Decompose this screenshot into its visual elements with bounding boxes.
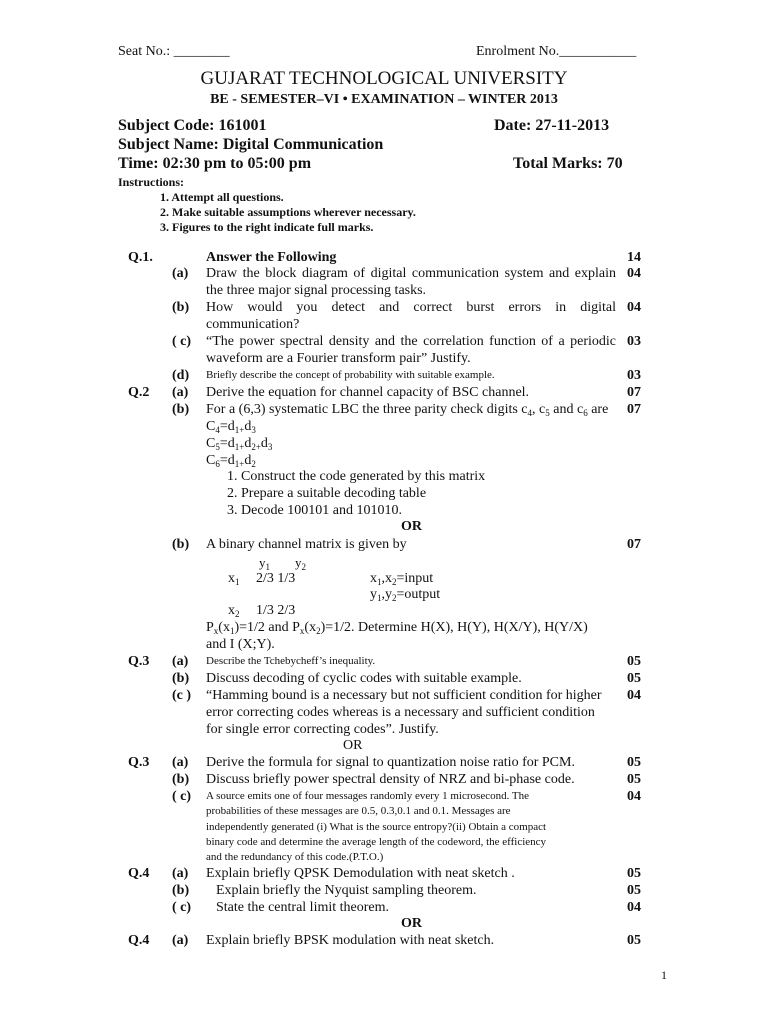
matrix-col-header: $y_1$	[259, 555, 270, 572]
part-marks: 07	[627, 385, 641, 400]
question-row	[0, 688, 768, 705]
question-row	[0, 755, 768, 772]
part-marks: 05	[627, 933, 641, 948]
part-label: (a)	[172, 385, 189, 400]
matrix-row-label: $x_1$	[228, 571, 240, 587]
part-label: (b)	[172, 537, 190, 552]
matrix-note: $x_1,x_2=input$	[370, 571, 434, 587]
subject-name: Subject Name: Digital Communication	[118, 136, 384, 153]
part-label: (b)	[172, 883, 190, 898]
part-label: (a)	[172, 654, 189, 669]
part-label: (a)	[172, 933, 189, 948]
question-text: A source emits one of four messages randomly every 1 microsecond. The	[206, 790, 529, 802]
part-marks: 05	[627, 883, 641, 898]
subject-code: Subject Code: 161001	[118, 117, 267, 134]
question-text: Describe the Tchebycheff’s inequality.	[206, 655, 376, 667]
question-number: Q.2	[128, 385, 150, 400]
part-marks: 03	[627, 334, 641, 349]
question-row	[0, 671, 768, 688]
part-label: (d)	[172, 368, 190, 383]
question-text: “Hamming bound is a necessary but not sufficient condition for higher	[206, 688, 602, 703]
question-row	[0, 866, 768, 883]
question-number: Q.4	[128, 866, 150, 881]
parity-equation: $C_4=d_{1+}d_3$	[206, 419, 256, 435]
question-text: A binary channel matrix is given by	[206, 537, 407, 552]
question-text: Derive the equation for channel capacity of BSC channel.	[206, 385, 530, 400]
question-text: communication?	[206, 317, 300, 332]
question-row	[0, 789, 768, 806]
question-row	[0, 300, 768, 317]
exam-title: BE - SEMESTER–VI • EXAMINATION – WINTER 2013	[210, 92, 558, 107]
part-marks: 05	[627, 671, 641, 686]
matrix-col-header: $y_2$	[295, 555, 306, 572]
instructions-title: Instructions:	[118, 175, 185, 189]
part-marks: 04	[627, 688, 641, 703]
question-text: “The power spectral density and the correlation function of a periodic	[206, 334, 616, 349]
or-divider: OR	[401, 519, 422, 534]
part-marks: 07	[627, 402, 641, 417]
matrix-row-label: $x_2$	[228, 603, 240, 619]
question-row	[0, 654, 768, 671]
question-text: independently generated (i) What is the source entropy?(ii) Obtain a compact	[206, 821, 547, 833]
question-row	[0, 250, 768, 267]
part-label: ( c)	[172, 789, 192, 804]
part-marks: 03	[627, 368, 641, 383]
question-heading: Answer the Following	[206, 250, 337, 265]
question-row	[0, 368, 768, 385]
question-text: How would you detect and correct burst errors in digital	[206, 300, 616, 315]
exam-date: Date: 27-11-2013	[494, 117, 610, 134]
page-number: 1	[661, 968, 667, 982]
enrolment-no-field: Enrolment No.___________	[476, 44, 637, 59]
question-number: Q.1.	[128, 250, 153, 265]
part-label: (b)	[172, 671, 190, 686]
question-text: Briefly describe the concept of probability with suitable example.	[206, 369, 495, 381]
parity-equation: $C_6=d_{1+}d_2$	[206, 453, 256, 469]
part-marks: 04	[627, 900, 641, 915]
matrix-note: $y_1,y_2=output$	[370, 587, 441, 603]
part-label: (a)	[172, 866, 189, 881]
question-text: the three major signal processing tasks.	[206, 283, 427, 298]
part-label: (b)	[172, 300, 190, 315]
part-label: (c )	[172, 688, 192, 703]
exam-time: Time: 02:30 pm to 05:00 pm	[118, 155, 312, 172]
question-row	[0, 385, 768, 402]
question-text: Explain briefly BPSK modulation with neat sketch.	[206, 933, 495, 948]
part-marks: 04	[627, 300, 641, 315]
question-text: waveform are a Fourier transform pair” Justify.	[206, 351, 471, 366]
or-divider: OR	[343, 738, 363, 753]
part-label: (b)	[172, 772, 190, 787]
part-marks: 05	[627, 755, 641, 770]
part-label: ( c)	[172, 900, 192, 915]
question-text: Discuss briefly power spectral density of NRZ and bi-phase code.	[206, 772, 575, 787]
question-text: For a (6,3) systematic LBC the three parity check digits $c_4$, $c_5$ and $c_6$ are	[206, 402, 609, 418]
part-marks: 04	[627, 789, 641, 804]
question-text: binary code and determine the average length of the codeword, the efficiency	[206, 836, 547, 848]
question-text: Derive the formula for signal to quantization noise ratio for PCM.	[206, 755, 575, 770]
question-text: and I (X;Y).	[206, 637, 275, 652]
sub-item: 3. Decode 100101 and 101010.	[227, 503, 402, 518]
question-row	[0, 402, 768, 419]
or-divider: OR	[401, 916, 422, 931]
question-text: $P_x(x_1)=1/2$ and $P_x(x_2)=1/2$. Determine H(X), H(Y), H(X/Y), H(Y/X)	[206, 620, 588, 636]
part-label: (b)	[172, 402, 190, 417]
question-text: Discuss decoding of cyclic codes with suitable example.	[206, 671, 522, 686]
question-total-marks: 14	[627, 250, 641, 265]
part-marks: 07	[627, 537, 641, 552]
part-marks: 05	[627, 866, 641, 881]
question-text: error correcting codes whereas is a necessary and sufficient condition	[206, 705, 595, 720]
question-text: probabilities of these messages are 0.5, 0.3,0.1 and 0.1. Messages are	[206, 805, 511, 817]
part-marks: 05	[627, 654, 641, 669]
question-number: Q.3	[128, 755, 150, 770]
university-title: GUJARAT TECHNOLOGICAL UNIVERSITY	[200, 68, 568, 89]
question-text: State the central limit theorem.	[216, 900, 389, 915]
part-label: ( c)	[172, 334, 192, 349]
matrix-row-values: 2/3 1/3	[256, 571, 296, 586]
question-row	[0, 334, 768, 351]
part-marks: 04	[627, 266, 641, 281]
question-text: Explain briefly QPSK Demodulation with neat sketch .	[206, 866, 515, 881]
question-row	[0, 537, 768, 554]
part-marks: 05	[627, 772, 641, 787]
question-text: and the redundancy of this code.(P.T.O.)	[206, 851, 384, 863]
question-number: Q.4	[128, 933, 150, 948]
total-marks: Total Marks: 70	[513, 155, 623, 172]
question-row	[0, 900, 768, 917]
question-text: Explain briefly the Nyquist sampling theorem.	[216, 883, 477, 898]
instruction-item: 1. Attempt all questions.	[160, 190, 284, 204]
part-label: (a)	[172, 755, 189, 770]
question-text: Draw the block diagram of digital communication system and explain	[206, 266, 616, 281]
instruction-item: 2. Make suitable assumptions wherever necessary.	[160, 205, 416, 219]
matrix-row-values: 1/3 2/3	[256, 603, 296, 618]
question-row	[0, 883, 768, 900]
question-number: Q.3	[128, 654, 150, 669]
part-label: (a)	[172, 266, 189, 281]
instruction-item: 3. Figures to the right indicate full marks.	[160, 220, 374, 234]
question-row	[0, 772, 768, 789]
sub-item: 1. Construct the code generated by this matrix	[227, 469, 486, 484]
parity-equation: $C_5=d_{1+}d_{2+}d_3$	[206, 436, 273, 452]
question-row	[0, 266, 768, 283]
seat-no-field: Seat No.: ________	[118, 44, 230, 59]
question-row	[0, 933, 768, 950]
sub-item: 2. Prepare a suitable decoding table	[227, 486, 427, 501]
question-text: for single error correcting codes”. Justify.	[206, 722, 439, 737]
